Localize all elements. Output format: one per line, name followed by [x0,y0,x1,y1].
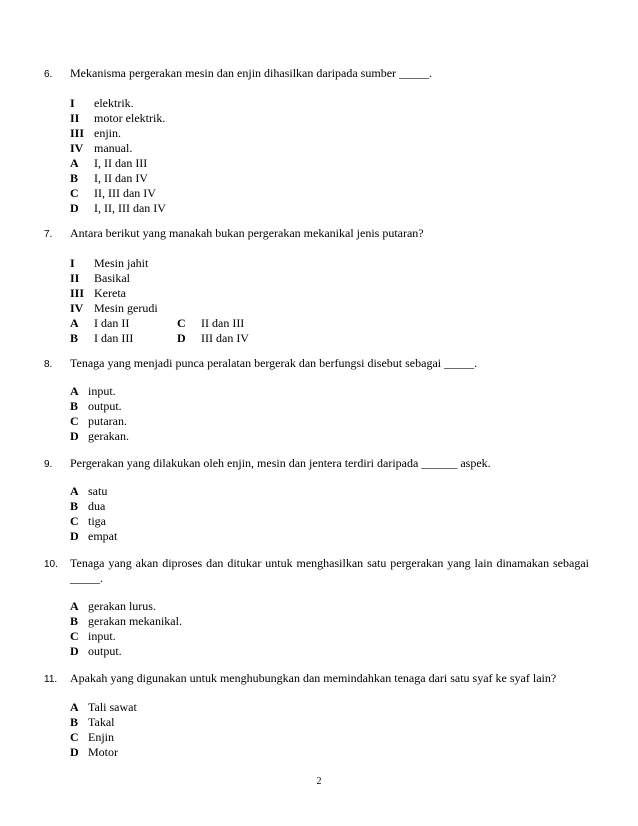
list-item: III Kereta [70,286,126,300]
question-number: 9. [44,459,53,470]
answer-grid [70,316,370,346]
answer-option: C II dan III [177,316,245,330]
answer-option: D output. [70,644,122,658]
answer-option: D empat [70,529,118,543]
answer-option: D gerakan. [70,429,129,443]
question-number: 8. [44,359,53,370]
question-text: Mekanisma pergerakan mesin dan enjin dihasilkan daripada sumber _____. [70,66,433,80]
question-number: 11. [44,674,58,685]
answer-option: B Takal [70,715,115,729]
answer-option: D Motor [70,745,118,759]
list-item: I Mesin jahit [70,256,149,270]
list-item: II Basikal [70,271,130,285]
answer-option: A I, II dan III [70,156,148,170]
answer-option: D III dan IV [177,331,249,345]
question-text: Pergerakan yang dilakukan oleh enjin, mesin dan jentera terdiri daripada ______ aspek. [70,456,491,470]
answer-option: A input. [70,384,116,398]
answer-option: C II, III dan IV [70,186,156,200]
answer-option: B output. [70,399,122,413]
list-item: III enjin. [70,126,121,140]
question-number: 10. [44,559,58,570]
answer-option: A Tali sawat [70,700,137,714]
answer-option: A satu [70,484,108,498]
question-text: Tenaga yang akan diproses dan ditukar untuk menghasilkan satu pergerakan yang lain dinamakan sebagai _____. [70,556,589,585]
list-item: IV manual. [70,141,133,155]
answer-option: B gerakan mekanikal. [70,614,182,628]
answer-option: C input. [70,629,116,643]
question-text: Antara berikut yang manakah bukan pergerakan mekanikal jenis putaran? [70,226,424,240]
question-text: Tenaga yang menjadi punca peralatan bergerak dan berfungsi disebut sebagai _____. [70,356,478,370]
answer-option: A I dan II [70,316,130,330]
page-number: 2 [316,776,322,787]
answer-option: C putaran. [70,414,127,428]
answer-option: A gerakan lurus. [70,599,156,613]
list-item: I elektrik. [70,96,134,110]
list-item: II motor elektrik. [70,111,166,125]
answer-option: B I, II dan IV [70,171,148,185]
question-text: Apakah yang digunakan untuk menghubungkan dan memindahkan tenaga dari satu syaf ke syaf lain? [70,671,557,685]
list-item: IV Mesin gerudi [70,301,158,315]
answer-option: D I, II, III dan IV [70,201,166,215]
answer-option: B I dan III [70,331,134,345]
question-number: 6. [44,69,53,80]
answer-option: C tiga [70,514,106,528]
answer-option: C Enjin [70,730,114,744]
question-number: 7. [44,229,53,240]
answer-option: B dua [70,499,106,513]
